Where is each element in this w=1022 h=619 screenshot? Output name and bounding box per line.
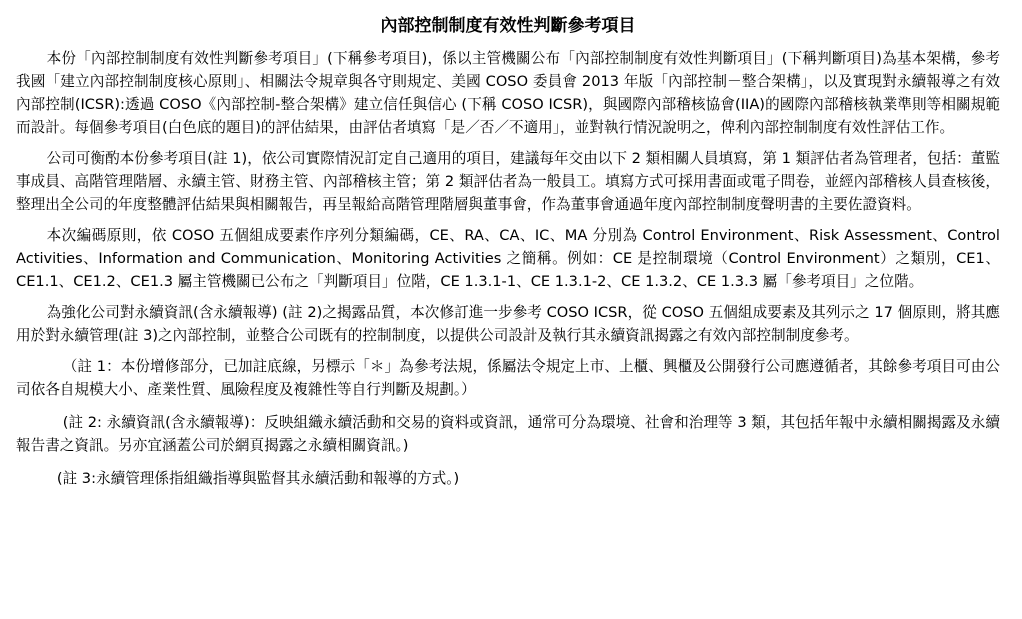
note-1: （註 1：本份增修部分，已加註底線，另標示「＊」為參考法規，係屬法令規定上市、上櫃、興櫃及公開發行公司應遵循者，其餘參考項目可由公司依各自規模大小、產業性質、風險程度及複雜性等自行判斷及規劃。） — [16, 358, 1000, 398]
paragraph-sustainability: 為強化公司對永續資訊(含永續報導) (註 2)之揭露品質，本次修訂進一步參考 COSO ICSR，從 COSO 五個組成要素及其列示之 17 個原則，將其應用於對永續管理(註 3)之內部控制，並整合公司既有的控制制度，以提供公司設計及執行其永續資訊揭露之有效內部控制制度參考。 — [16, 304, 1000, 344]
note-2: (註 2: 永續資訊(含永續報導)：反映組織永續活動和交易的資料或資訊，通常可分為環境、社會和治理等 3 類，其包括年報中永續相關揭露及永續報告書之資訊。另亦宜涵蓋公司於網頁揭露之永續相關資訊。) — [16, 414, 1000, 454]
paragraph-coding-principle: 本次編碼原則，依 COSO 五個組成要素作序列分類編碼，CE、RA、CA、IC、MA 分別為 Control Environment、Risk Assessment、Control Activities、Information and Communication、Monitoring Activities 之簡稱。例如：CE 是控制環境（Control Environment）之類別，CE1、CE1.1、CE1.2、CE1.3 屬主管機關已公布之「判斷項目」位階，CE 1.3.1-1、CE 1.3.1-2、CE 1.3.2、CE 1.3.3 屬「參考項目」之位階。 — [16, 227, 1000, 290]
note-3: (註 3:永續管理係指組織指導與監督其永續活動和報導的方式。) — [56, 470, 460, 487]
paragraph-intro: 本份「內部控制制度有效性判斷參考項目」(下稱參考項目)，係以主管機關公布「內部控制制度有效性判斷項目」(下稱判斷項目)為基本架構，參考我國「建立內部控制制度核心原則」、相關法令規章與各守則規定、美國 COSO 委員會 2013 年版「內部控制－整合架構」，以及實現對永續報導之有效內部控制(ICSR):透過 COSO《內部控制-整合架構》建立信任與信心 (下稱 COSO ICSR)，與國際內部稽核協會(IIA)的國際內部稽核執業準則等相關規範而設計。每個參考項目(白色底的題目)的評估結果，由評估者填寫「是／否／不適用」，並對執行情況說明之，俾利內部控制制度有效性評估工作。 — [16, 50, 1000, 136]
paragraph-usage: 公司可衡酌本份參考項目(註 1)，依公司實際情況訂定自己適用的項目，建議每年交由以下 2 類相關人員填寫，第 1 類評估者為管理者，包括：董監事成員、高階管理階層、永續主管、財務主管、內部稽核主管；第 2 類評估者為一般員工。填寫方式可採用書面或電子問卷，並經內部稽核人員查核後，整理出全公司的年度整體評估結果與相關報告，再呈報給高階管理階層與董事會，作為董事會通過年度內部控制制度聲明書的主要佐證資料。 — [16, 150, 1000, 213]
document-title: 內部控制制度有效性判斷參考項目 — [380, 16, 636, 36]
